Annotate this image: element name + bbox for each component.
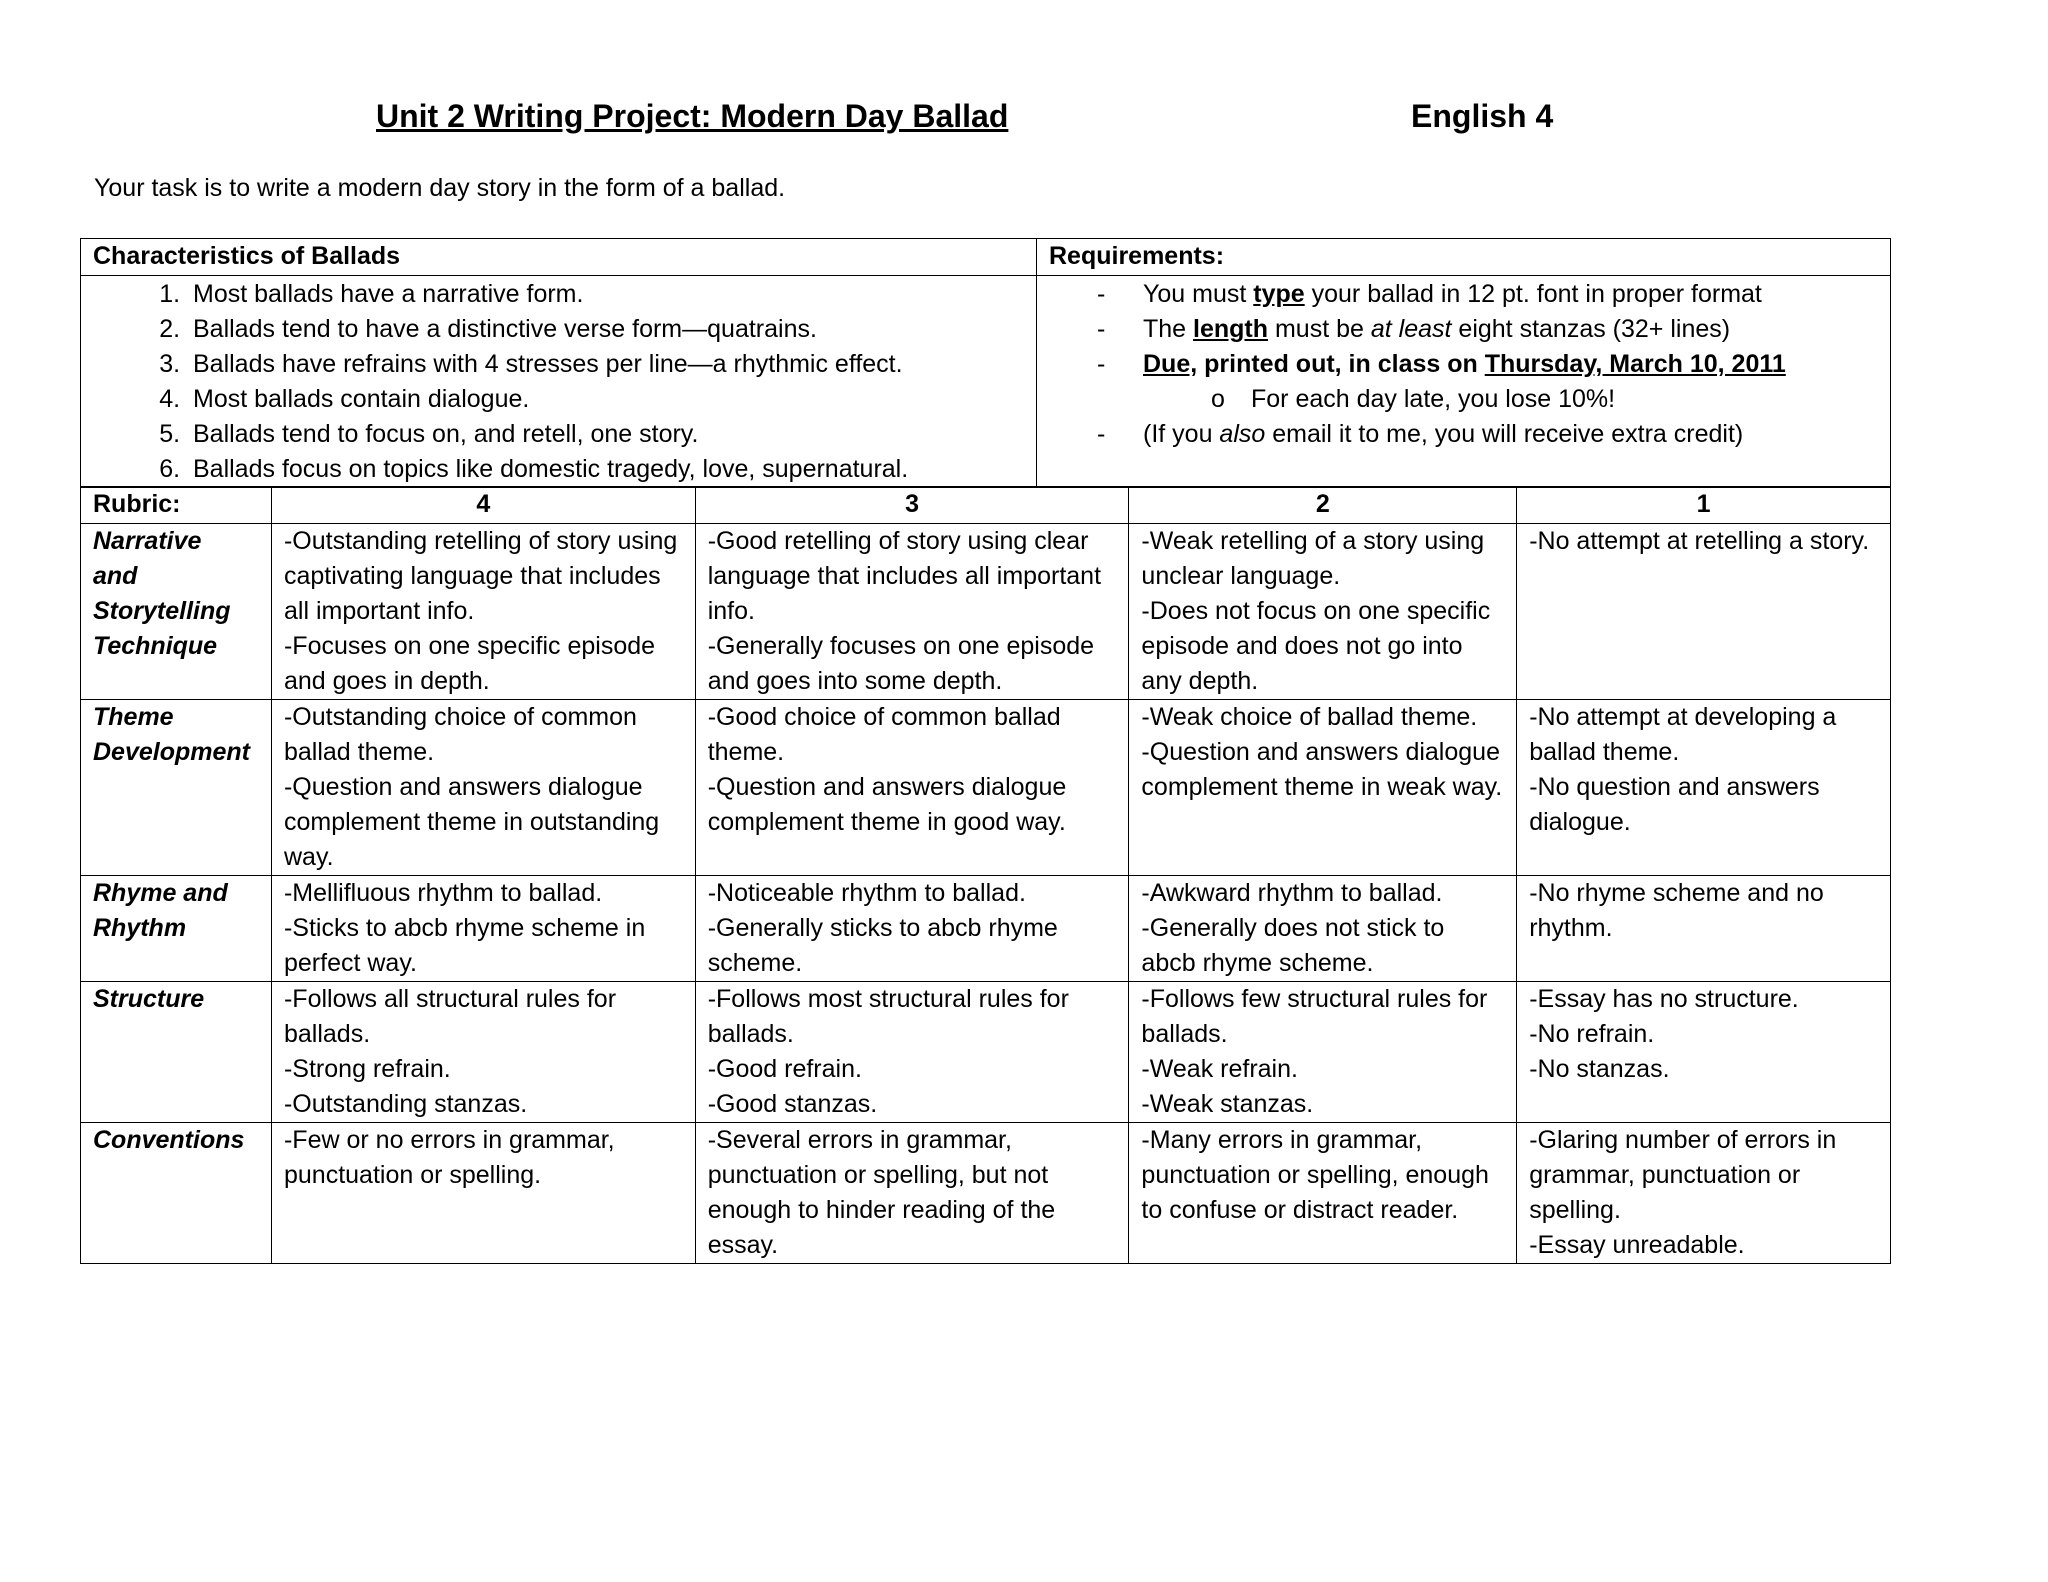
descriptor: -Generally does not stick to abcb rhyme scheme.: [1141, 914, 1445, 977]
criterion-line: Development: [93, 738, 250, 766]
task-description: Your task is to write a modern day story in the form of a ballad.: [94, 174, 786, 202]
criterion-line: Structure: [93, 985, 205, 1013]
criterion-label: [81, 700, 272, 876]
descriptor: -Glaring number of errors in grammar, punctuation or spelling.: [1529, 1126, 1837, 1224]
descriptor: -Noticeable rhythm to ballad.: [707, 879, 1026, 907]
dash-bullet: -: [1097, 280, 1106, 308]
score-cell-3: [695, 982, 1129, 1123]
descriptor: -No stanzas.: [1529, 1055, 1670, 1083]
rubric-row-rhyme: [81, 876, 1891, 982]
descriptor: -Awkward rhythm to ballad.: [1141, 879, 1443, 907]
req-text: your ballad in 12 pt. font in proper format: [1304, 280, 1762, 308]
req-text: must be: [1268, 315, 1371, 343]
score-cell-2: [1129, 982, 1517, 1123]
characteristic-item: 2. Ballads tend to have a distinctive verse form—quatrains.: [187, 312, 1024, 347]
descriptor: -No question and answers dialogue.: [1529, 773, 1820, 836]
score-cell-3: [695, 876, 1129, 982]
criterion-line: Rhyme and: [93, 879, 228, 907]
score-cell-4: [271, 876, 695, 982]
criterion-line: Storytelling: [93, 597, 231, 625]
characteristic-item: 6. Ballads focus on topics like domestic tragedy, love, supernatural.: [187, 452, 1024, 487]
descriptor: -Weak choice of ballad theme.: [1141, 703, 1478, 731]
descriptor: -Many errors in grammar, punctuation or spelling, enough to confuse or distract reader.: [1141, 1126, 1489, 1224]
criterion-line: Rhythm: [93, 914, 187, 942]
dash-bullet: -: [1097, 420, 1106, 448]
req-bold: printed out, in class on: [1197, 350, 1485, 378]
score-cell-3: [695, 1123, 1129, 1264]
criterion-label: [81, 876, 272, 982]
characteristic-item: 4. Most ballads contain dialogue.: [187, 382, 1024, 417]
req-emphasis: Due,: [1143, 350, 1198, 378]
score-cell-3: [695, 700, 1129, 876]
descriptor: -Follows all structural rules for ballads.: [283, 985, 617, 1048]
descriptor: -Sticks to abcb rhyme scheme in perfect way.: [283, 914, 646, 977]
criterion-line: and: [93, 562, 138, 590]
descriptor: -Question and answers dialogue complement theme in outstanding way.: [283, 773, 660, 871]
descriptor: -Weak retelling of a story using unclear language.: [1141, 527, 1485, 590]
rubric-row-narrative: [81, 524, 1891, 700]
score-cell-1: [1517, 524, 1891, 700]
score-header-2: 2: [1129, 487, 1517, 524]
req-text: (If you: [1143, 420, 1220, 448]
score-cell-1: [1517, 876, 1891, 982]
rubric-row-structure: [81, 982, 1891, 1123]
descriptor: -Few or no errors in grammar, punctuation or spelling.: [283, 1126, 615, 1189]
descriptor: -Strong refrain.: [283, 1055, 451, 1083]
req-text: You must: [1143, 280, 1254, 308]
descriptor: -Good stanzas.: [707, 1090, 878, 1118]
descriptor: -Good retelling of story using clear language that includes all important info.: [707, 527, 1102, 625]
requirements-cell: [1037, 276, 1891, 488]
characteristics-list: [93, 277, 1024, 487]
characteristic-item: 3. Ballads have refrains with 4 stresses per line—a rhythmic effect.: [187, 347, 1024, 382]
descriptor: -Question and answers dialogue complement theme in weak way.: [1141, 738, 1503, 801]
descriptor: -Several errors in grammar, punctuation or spelling, but not enough to hinder reading of the essay.: [707, 1126, 1056, 1259]
characteristics-cell: [81, 276, 1037, 488]
requirement-due-date: [1049, 347, 1878, 382]
descriptor: -No refrain.: [1529, 1020, 1655, 1048]
descriptor: -Essay has no structure.: [1529, 985, 1799, 1013]
descriptor: -Outstanding retelling of story using captivating language that includes all important info.: [283, 527, 678, 625]
criterion-line: Narrative: [93, 527, 202, 555]
characteristic-item: 5. Ballads tend to focus on, and retell, one story.: [187, 417, 1024, 452]
criterion-label: [81, 982, 272, 1123]
score-header-4: 4: [271, 487, 695, 524]
page-title: Unit 2 Writing Project: Modern Day Ballad: [376, 98, 1009, 134]
requirement-late-penalty: [1049, 382, 1878, 417]
score-cell-1: [1517, 1123, 1891, 1264]
criterion-line: Theme: [93, 703, 174, 731]
score-cell-4: [271, 700, 695, 876]
rubric-label: Rubric:: [81, 487, 272, 524]
dash-bullet: -: [1097, 315, 1106, 343]
descriptor: -No attempt at developing a ballad theme.: [1529, 703, 1837, 766]
descriptor: -Outstanding stanzas.: [283, 1090, 528, 1118]
descriptor: -No rhyme scheme and no rhythm.: [1529, 879, 1824, 942]
descriptor: -Good choice of common ballad theme.: [707, 703, 1061, 766]
score-header-1: 1: [1517, 487, 1891, 524]
due-date: Thursday, March 10, 2011: [1484, 350, 1786, 378]
descriptor: -Essay unreadable.: [1529, 1231, 1745, 1259]
descriptor: -Focuses on one specific episode and goes in depth.: [283, 632, 656, 695]
descriptor: -Good refrain.: [707, 1055, 862, 1083]
descriptor: -Does not focus on one specific episode and does not go into any depth.: [1141, 597, 1491, 695]
characteristics-heading: Characteristics of Ballads: [81, 239, 1037, 276]
score-cell-3: [695, 524, 1129, 700]
score-header-3: 3: [695, 487, 1129, 524]
rubric-table: [80, 486, 1891, 1264]
req-text: eight stanzas (32+ lines): [1451, 315, 1731, 343]
rubric-row-theme: [81, 700, 1891, 876]
score-cell-2: [1129, 524, 1517, 700]
descriptor: -Weak refrain.: [1141, 1055, 1298, 1083]
descriptor: -Generally focuses on one episode and goes into some depth.: [707, 632, 1095, 695]
descriptor: -Mellifluous rhythm to ballad.: [283, 879, 603, 907]
criterion-label: [81, 1123, 272, 1264]
req-emphasis: length: [1193, 315, 1269, 343]
criterion-line: Technique: [93, 632, 218, 660]
req-italic: also: [1219, 420, 1266, 448]
score-cell-4: [271, 982, 695, 1123]
requirement-length: [1049, 312, 1878, 347]
descriptor: -Follows most structural rules for ballads.: [707, 985, 1069, 1048]
requirement-type: [1049, 277, 1878, 312]
rubric-row-conventions: [81, 1123, 1891, 1264]
circle-bullet: o: [1211, 385, 1225, 413]
score-cell-2: [1129, 1123, 1517, 1264]
descriptor: -Weak stanzas.: [1141, 1090, 1314, 1118]
req-emphasis: type: [1253, 280, 1305, 308]
criterion-line: Conventions: [93, 1126, 245, 1154]
characteristic-item: 1. Most ballads have a narrative form.: [187, 277, 1024, 312]
score-cell-4: [271, 524, 695, 700]
score-cell-4: [271, 1123, 695, 1264]
criterion-label: [81, 524, 272, 700]
score-cell-1: [1517, 982, 1891, 1123]
descriptor: -Outstanding choice of common ballad theme.: [283, 703, 637, 766]
course-label: English 4: [1411, 98, 1554, 134]
score-cell-2: [1129, 876, 1517, 982]
characteristics-requirements-table: [80, 238, 1891, 488]
descriptor: -Question and answers dialogue complement theme in good way.: [707, 773, 1067, 836]
descriptor: -No attempt at retelling a story.: [1529, 527, 1870, 555]
descriptor: -Follows few structural rules for ballads.: [1141, 985, 1488, 1048]
descriptor: -Generally sticks to abcb rhyme scheme.: [707, 914, 1058, 977]
req-text: For each day late, you lose 10%!: [1251, 385, 1616, 413]
dash-bullet: -: [1097, 350, 1106, 378]
requirements-heading: Requirements:: [1037, 239, 1891, 276]
req-text: The: [1143, 315, 1194, 343]
score-cell-1: [1517, 700, 1891, 876]
req-italic: at least: [1370, 315, 1452, 343]
requirement-extra-credit: [1049, 417, 1878, 452]
req-text: email it to me, you will receive extra credit): [1265, 420, 1744, 448]
score-cell-2: [1129, 700, 1517, 876]
